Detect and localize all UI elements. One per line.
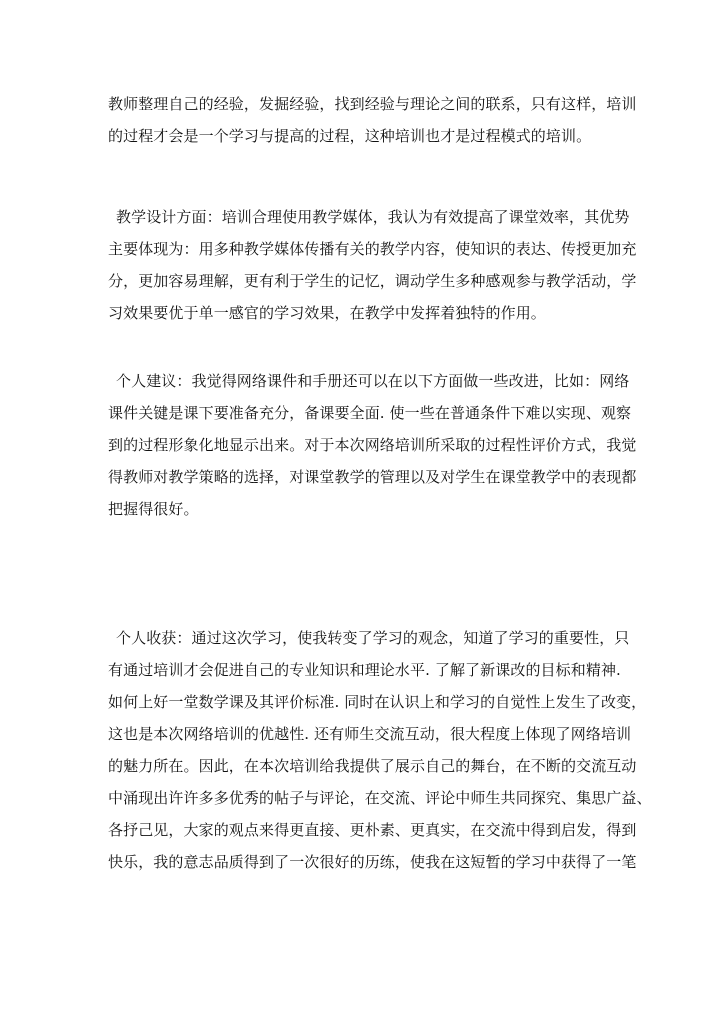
paragraph-teaching-design <box>108 201 637 329</box>
text-line: 教学设计方面：培训合理使用教学媒体，我认为有效提高了课堂效率，其优势 <box>116 208 630 226</box>
text-line: 的过程才会是一个学习与提高的过程，这种培训也才是过程模式的培训。 <box>108 127 592 145</box>
text-line: 到的过程形象化地显示出来。对于本次网络培训所采取的过程性评价方式，我觉 <box>108 436 637 454</box>
paragraph-personal-gains <box>108 622 652 878</box>
text-line: 的魅力所在。因此，在本次培训给我提供了展示自己的舞台，在不断的交流互动 <box>108 757 637 775</box>
text-line: 如何上好一堂数学课及其评价标准. 同时在认识上和学习的自觉性上发生了改变， <box>108 693 647 711</box>
text-line: 各抒己见，大家的观点来得更直接、更朴素、更真实，在交流中得到启发，得到 <box>108 821 637 839</box>
text-line: 教师整理自己的经验，发掘经验，找到经验与理论之间的联系，只有这样，培训 <box>108 95 637 113</box>
text-line: 个人建议：我觉得网络课件和手册还可以在以下方面做一些改进，比如：网络 <box>116 372 630 390</box>
text-line: 有通过培训才会促进自己的专业知识和理论水平. 了解了新课改的目标和精神. <box>108 661 621 679</box>
text-line: 课件关键是课下要准备充分，备课要全面. 使一些在普通条件下难以实现、观察 <box>108 404 632 422</box>
text-line: 得教师对教学策略的选择，对课堂教学的管理以及对学生在课堂教学中的表现都 <box>108 468 637 486</box>
text-line: 这也是本次网络培训的优越性. 还有师生交流互动，很大程度上体现了网络培训 <box>108 725 632 743</box>
paragraph-personal-suggestions <box>108 365 637 525</box>
text-line: 个人收获：通过这次学习，使我转变了学习的观念，知道了学习的重要性，只 <box>116 629 630 647</box>
text-line: 分，更加容易理解，更有利于学生的记忆，调动学生多种感观参与教学活动，学 <box>108 272 637 290</box>
text-line: 快乐，我的意志品质得到了一次很好的历练，使我在这短暂的学习中获得了一笔 <box>108 853 637 871</box>
text-line: 习效果要优于单一感官的学习效果，在教学中发挥着独特的作用。 <box>108 304 546 322</box>
text-line: 把握得很好。 <box>108 500 199 518</box>
text-line: 主要体现为：用多种教学媒体传播有关的教学内容，使知识的表达、传授更加充 <box>108 240 637 258</box>
text-line: 中涌现出许许多多优秀的帖子与评论，在交流、评论中师生共同探究、集思广益、 <box>108 789 652 807</box>
paragraph-training-reflection <box>108 88 637 152</box>
